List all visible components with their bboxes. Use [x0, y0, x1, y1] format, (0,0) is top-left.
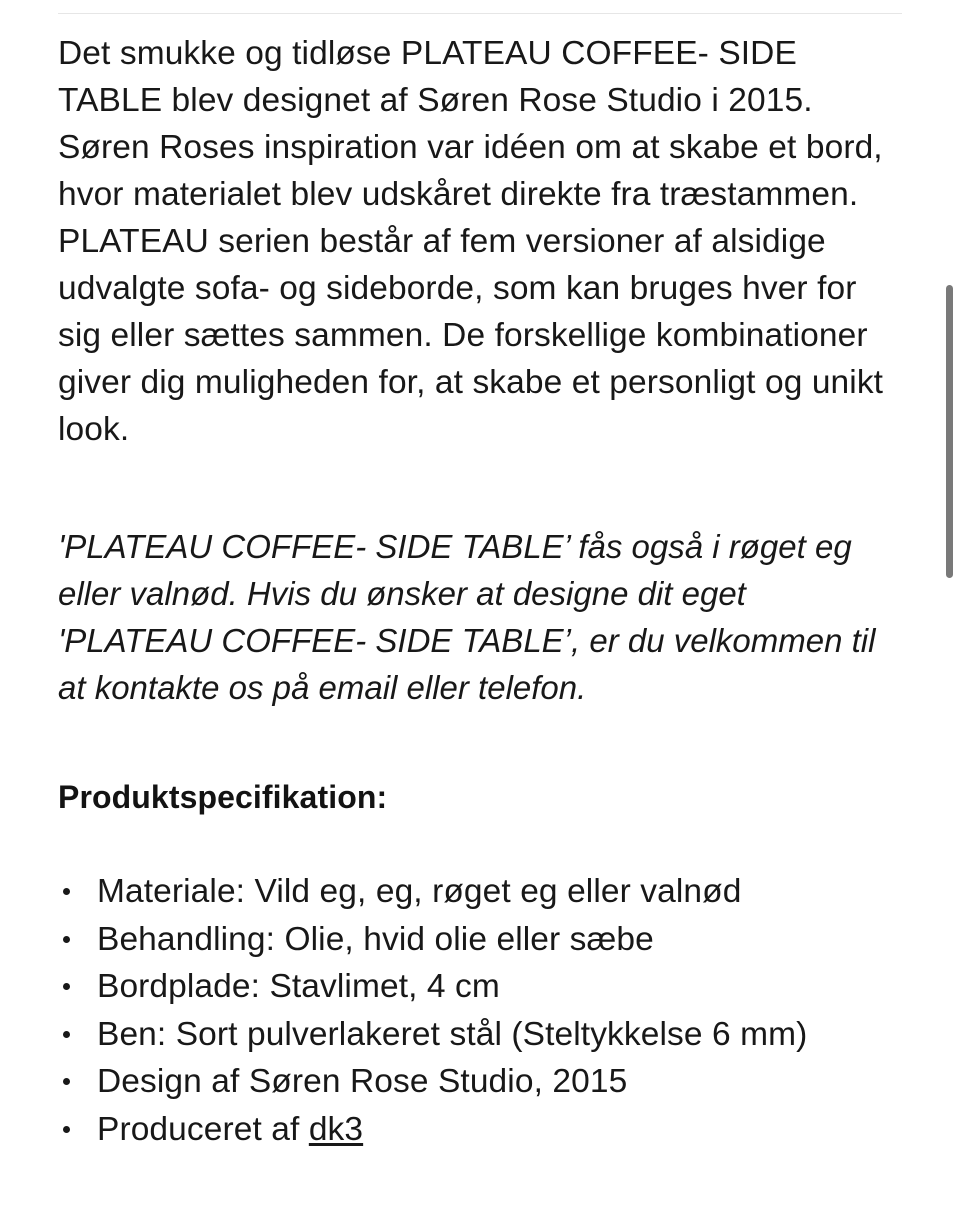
- bullet-icon: [63, 1126, 70, 1133]
- bullet-icon: [63, 1031, 70, 1038]
- product-specification-list: [58, 819, 906, 1153]
- list-item: [58, 1058, 906, 1106]
- list-item-label: Bordplade: Stavlimet, 4 cm: [97, 968, 500, 1005]
- bullet-icon: [63, 983, 70, 990]
- list-item-label: Ben: Sort pulverlakeret stål (Steltykkelse 6 mm): [97, 1015, 808, 1053]
- list-item: [58, 1106, 906, 1154]
- top-divider: [58, 13, 902, 14]
- product-description-content: [58, 30, 906, 1153]
- list-item-label: Design af Søren Rose Studio, 2015: [97, 1063, 628, 1100]
- list-item-label: Produceret af: [97, 1110, 309, 1148]
- italic-note-paragraph: 'PLATEAU COFFEE- SIDE TABLE’ fås også i røget eg eller valnød. Hvis du ønsker at designe dit eget 'PLATEAU COFFEE- SIDE TABLE’, er du velkommen til at kontakte os på email eller telefon.: [58, 528, 876, 706]
- bullet-icon: [63, 936, 70, 943]
- list-item-label: Behandling: Olie, hvid olie eller sæbe: [97, 920, 654, 958]
- scrollbar-thumb[interactable]: [946, 285, 953, 578]
- list-item: [58, 916, 906, 964]
- list-item: [58, 868, 906, 916]
- list-item: [58, 1011, 906, 1059]
- intro-paragraph: Det smukke og tidløse PLATEAU COFFEE- SIDE TABLE blev designet af Søren Rose Studio i 2015. Søren Roses inspiration var idéen om at skabe et bord, hvor materialet blev udskåret direkte fra træstammen. PLATEAU serien består af fem versioner af alsidige udvalgte sofa- og sideborde, som kan bruges hver for sig eller sættes sammen. De forskellige kombinationer giver dig muligheden for, at skabe et personligt og unikt look.: [58, 35, 884, 448]
- bullet-icon: [63, 888, 70, 895]
- list-item: [58, 963, 906, 1011]
- vertical-scrollbar[interactable]: [944, 0, 956, 1215]
- dk3-manufacturer-link[interactable]: dk3: [308, 1110, 364, 1148]
- bullet-icon: [63, 1078, 70, 1085]
- list-item-label: Materiale: Vild eg, eg, røget eg eller valnød: [97, 873, 742, 910]
- product-specification-heading: Produktspecifikation:: [58, 779, 388, 815]
